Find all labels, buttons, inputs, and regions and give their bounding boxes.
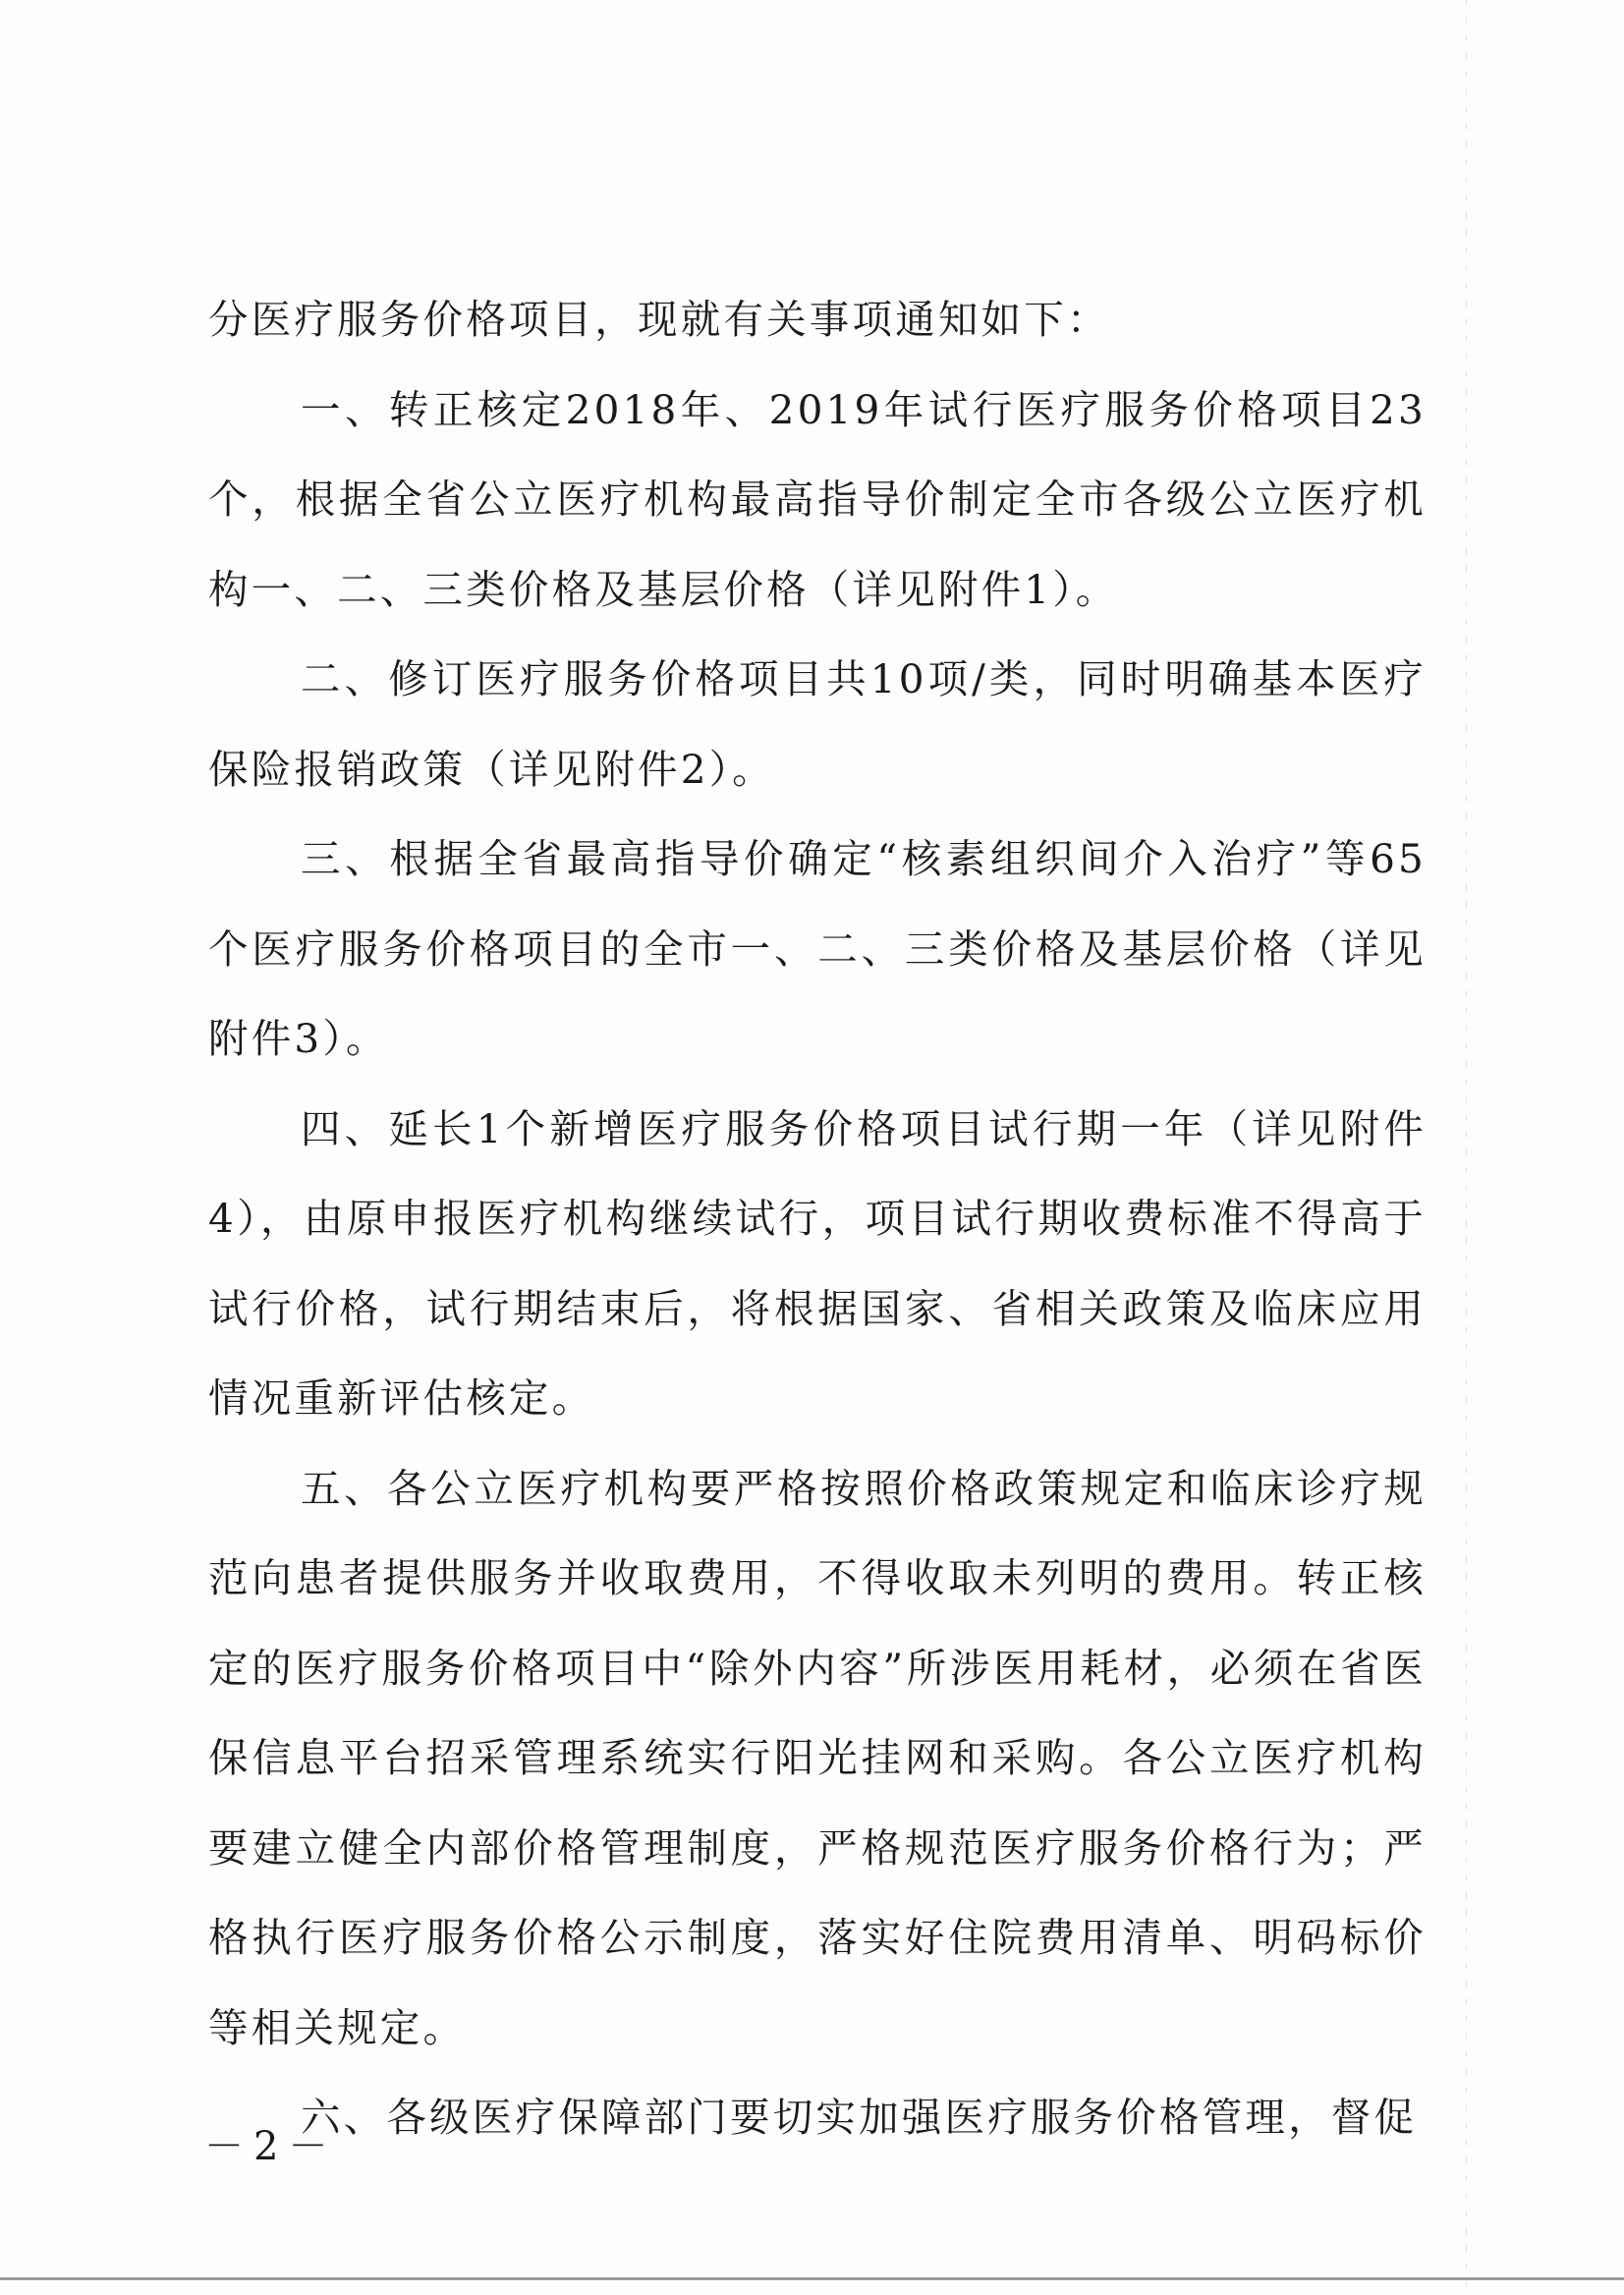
continuation-line: 分医疗服务价格项目，现就有关事项通知如下： [208,296,1110,343]
scan-edge-shadow [1466,0,1467,2295]
paragraph-2: 二、修订医疗服务价格项目共10项/类，同时明确基本医疗保险报销政策（详见附件2）。 [208,655,1427,793]
bottom-edge-rule [0,2277,1624,2280]
paragraph-6: 六、各级医疗保障部门要切实加强医疗服务价格管理，督促 [301,2094,1418,2141]
paragraph-5: 五、各公立医疗机构要严格按照价格政策规定和临床诊疗规范向患者提供服务并收取费用，不得收取未列明的费用。转正核定的医疗服务价格项目中“除外内容”所涉医用耗材，必须在省医保信息平台招采管理系统实行阳光挂网和采购。各公立医疗机构要建立健全内部价格管理制度，严格规范医疗服务价格行为；严格执行医疗服务价格公示制度，落实好住院费用清单、明码标价等相关规定。 [208,1464,1427,2051]
paragraph-3: 三、根据全省最高指导价确定“核素组织间介入治疗”等65个医疗服务价格项目的全市一、二、三类价格及基层价格（详见附件3）。 [208,835,1427,1062]
paragraph-4: 四、延长1个新增医疗服务价格项目试行期一年（详见附件4），由原申报医疗机构继续试行，项目试行期收费标准不得高于试行价格，试行期结束后，将根据国家、省相关政策及临床应用情况重新评估核定。 [208,1104,1427,1422]
document-body [208,275,1427,2163]
paragraph-1: 一、转正核定2018年、2019年试行医疗服务价格项目23个，根据全省公立医疗机构最高指导价制定全市各级公立医疗机构一、二、三类价格及基层价格（详见附件1）。 [208,385,1427,613]
page-number: －2－ [204,2124,338,2169]
